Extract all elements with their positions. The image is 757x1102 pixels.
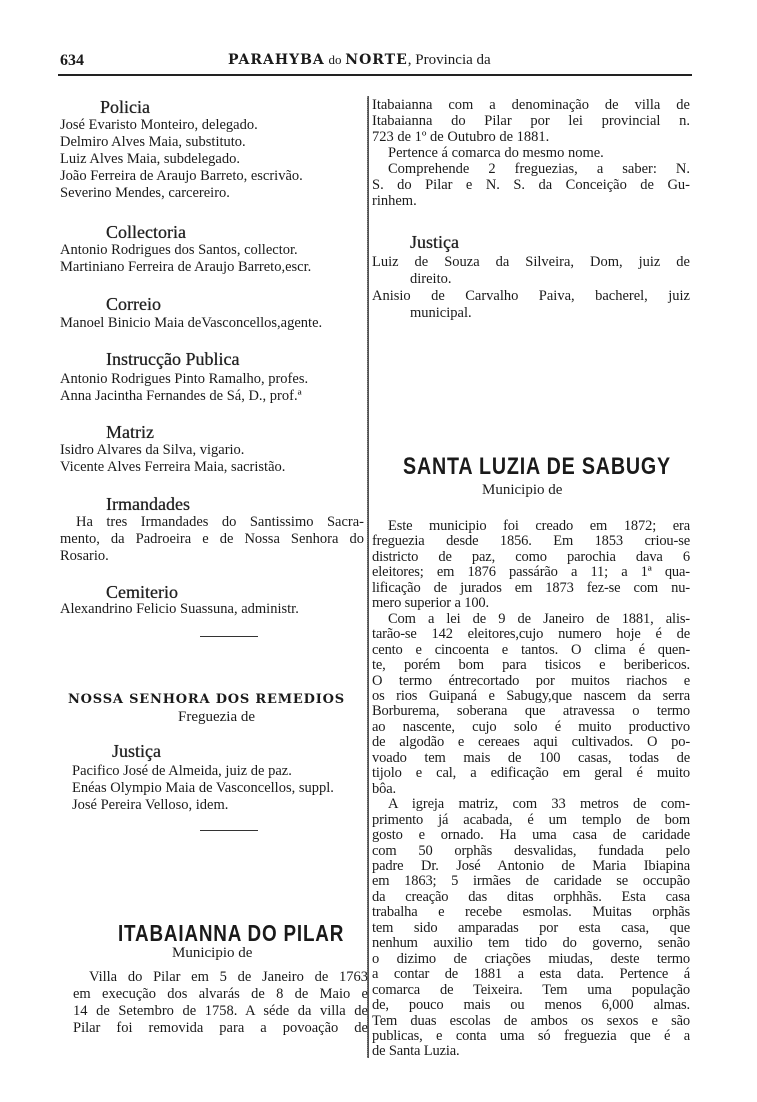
heading-policia: Policia — [100, 97, 150, 117]
running-header — [228, 52, 491, 69]
text-line: João Ferreira de Araujo Barreto, escrivão. — [60, 168, 303, 184]
text-line: voado tem mais de 100 casas, todas de — [372, 749, 690, 766]
text-line: Severino Mendes, carcereiro. — [60, 185, 230, 201]
text-line: O termo éntrecortado por muitos riachos e — [372, 672, 690, 689]
text-line: ao nascente, cujo solo é muito productivo — [372, 718, 690, 735]
text-line: de algodão e cereaes aqui cultivados. O po- — [372, 734, 690, 751]
text-line: tijolo e cal, a edificação em geral é muito — [372, 765, 690, 782]
text-line: trabalha e recebe esmolas. Muitas orphãs — [372, 904, 690, 921]
text-line: A igreja matriz, com 33 metros de com- — [388, 796, 690, 813]
text-line: Itabaianna do Pilar por lei provincial n. — [372, 113, 690, 129]
justica-right-list — [372, 254, 690, 322]
header-do: do — [328, 52, 342, 67]
heading-matriz: Matriz — [106, 422, 154, 442]
itabaianna-text — [73, 969, 368, 1037]
correio-list — [60, 315, 364, 332]
nossa-senhora-title: NOSSA SENHORA DOS REMEDIOS — [68, 692, 345, 707]
text-line: em 1863; 5 irmães de caridade se occupão — [372, 873, 690, 890]
text-line: Pilar foi removida para a povoação de — [73, 1020, 368, 1036]
heading-justica-right: Justiça — [410, 232, 459, 252]
text-line: direito. — [410, 271, 452, 287]
text-line: comarca de Teixeira. Tem uma população — [372, 981, 690, 998]
text-line: mento, da Padroeira e de Nossa Senhora do — [60, 531, 364, 547]
column-divider — [367, 96, 369, 1058]
text-line: os rios Guipaná e Sabugy,que nascem da serra — [372, 687, 690, 704]
page-number: 634 — [60, 52, 84, 69]
text-line: nenhum auxilio tem tido do governo, senão — [372, 935, 690, 952]
text-line: Luiz de Souza da Silveira, Dom, juiz de — [372, 254, 690, 270]
text-line: municipal. — [410, 305, 472, 321]
text-line: Comprehende 2 freguezias, a saber: N. — [388, 161, 690, 177]
text-line: 723 de 1º de Outubro de 1881. — [372, 129, 550, 145]
text-line: primento já acabada, é um templo de bom — [372, 811, 690, 828]
text-line: Delmiro Alves Maia, substituto. — [60, 134, 246, 150]
text-line: José Pereira Velloso, idem. — [72, 797, 229, 813]
text-line: cento e cincoenta e tantos. O clima é quen- — [372, 641, 690, 658]
text-line: Este municipio foi creado em 1872; era — [388, 518, 690, 534]
cemiterio-list — [60, 601, 364, 618]
text-line: tem sido amparadas por esta casa, que — [372, 919, 690, 936]
text-line: Antonio Rodrigues dos Santos, collector. — [60, 242, 298, 258]
text-line: rinhem. — [372, 193, 417, 209]
text-line: padre Dr. José Antonio de Maria Ibiapina — [372, 857, 690, 874]
text-line: publicas, e conta uma só freguezia que é a — [372, 1027, 690, 1044]
text-line: Ha tres Irmandades do Santissimo Sacra- — [76, 514, 364, 530]
text-line: de Santa Luzia. — [372, 1043, 460, 1060]
text-line: Manoel Binicio Maia deVasconcellos,agente. — [60, 315, 323, 331]
text-line: districto de paz, como parochia dava 6 — [372, 548, 690, 565]
justica-left-list — [72, 763, 376, 814]
header-provincia: , Provincia da — [407, 52, 491, 68]
text-line: tarão-se 142 eleitores,cujo numero hoje é de — [372, 626, 690, 643]
text-line: Anisio de Carvalho Paiva, bacherel, juiz — [372, 288, 690, 304]
text-line: Luiz Alves Maia, subdelegado. — [60, 151, 240, 167]
header-parahyba: PARAHYBA — [228, 52, 325, 68]
heading-cemiterio: Cemiterio — [106, 582, 178, 602]
heading-collectoria: Collectoria — [106, 222, 186, 242]
text-line: mero superior a 100. — [372, 595, 489, 612]
text-line: Com a lei de 9 de Janeiro de 1881, alis- — [388, 610, 690, 627]
text-line: Tem duas escolas de ambos os sexos e são — [372, 1012, 690, 1029]
text-line: Alexandrino Felicio Suassuna, administr. — [60, 601, 299, 617]
text-line: Rosario. — [60, 548, 109, 564]
text-line: Itabaianna com a denominação de villa de — [372, 97, 690, 113]
itabaianna-title: ITABAIANNA DO PILAR — [118, 920, 345, 946]
text-line: te, porém bom para tisicos e beribericos. — [372, 657, 690, 674]
text-line: freguezia desde 1856. Em 1853 criou-se — [372, 533, 690, 550]
text-line: eleitores; em 1876 passárão a 11; a 1ª qua- — [372, 564, 690, 581]
heading-irmandades: Irmandades — [106, 494, 190, 514]
text-line: Borburema, soberana que atravessa o termo — [372, 703, 690, 720]
text-line: o dizimo de criações miudas, deste termo — [372, 950, 690, 967]
instruccao-list — [60, 371, 364, 405]
text-line: de, pouco mais ou menos 6,000 almas. — [372, 997, 690, 1014]
heading-justica-left: Justiça — [112, 741, 161, 761]
santa-luzia-text — [372, 519, 690, 1060]
text-line: com 50 orphãs desvalidas, fundada pelo — [372, 842, 690, 859]
itabaianna-subtitle: Municipio de — [172, 945, 253, 961]
section-rule — [200, 830, 258, 831]
section-rule — [200, 636, 258, 637]
santa-luzia-subtitle: Municipio de — [482, 482, 563, 498]
text-line: Pertence á comarca do mesmo nome. — [388, 145, 604, 161]
policia-list — [60, 117, 364, 202]
header-rule — [58, 74, 692, 76]
nossa-senhora-subtitle: Freguezia de — [178, 709, 256, 725]
text-line: Anna Jacintha Fernandes de Sá, D., prof.ª — [60, 388, 302, 404]
collectoria-list — [60, 242, 364, 276]
heading-correio: Correio — [106, 294, 161, 314]
heading-instruccao-publica: Instrucção Publica — [106, 349, 240, 369]
text-line: a contar de 1881 a esta data. Pertence á — [372, 966, 690, 983]
santa-luzia-title: SANTA LUZIA DE SABUGY — [403, 453, 671, 480]
matriz-list — [60, 442, 364, 476]
text-line: Pacifico José de Almeida, juiz de paz. — [72, 763, 292, 779]
text-line: da creação das ditas orphhãs. Esta casa — [372, 888, 690, 905]
text-line: lificação de jurados em 1873 fez-se com nu- — [372, 579, 690, 596]
text-line: Martiniano Ferreira de Araujo Barreto,escr. — [60, 259, 312, 275]
text-line: em execução dos alvarás de 8 de Maio e — [73, 986, 368, 1002]
header-norte: NORTE — [345, 52, 408, 68]
text-line: bôa. — [372, 780, 396, 797]
text-line: Antonio Rodrigues Pinto Ramalho, profes. — [60, 371, 309, 387]
text-line: Isidro Alvares da Silva, vigario. — [60, 442, 245, 458]
text-line: José Evaristo Monteiro, delegado. — [60, 117, 258, 133]
text-line: Villa do Pilar em 5 de Janeiro de 1763 — [89, 969, 368, 985]
text-line: gosto e ornado. Ha uma casa de caridade — [372, 827, 690, 844]
text-line: 14 de Setembro de 1758. A séde da villa de — [73, 1003, 368, 1019]
text-line: S. do Pilar e N. S. da Conceição de Gu- — [372, 177, 690, 193]
irmandades-text — [60, 514, 364, 565]
text-line: Vicente Alves Ferreira Maia, sacristão. — [60, 459, 286, 475]
text-line: Enéas Olympio Maia de Vasconcellos, suppl. — [72, 780, 334, 796]
itabaianna-continuation-text — [372, 97, 690, 209]
